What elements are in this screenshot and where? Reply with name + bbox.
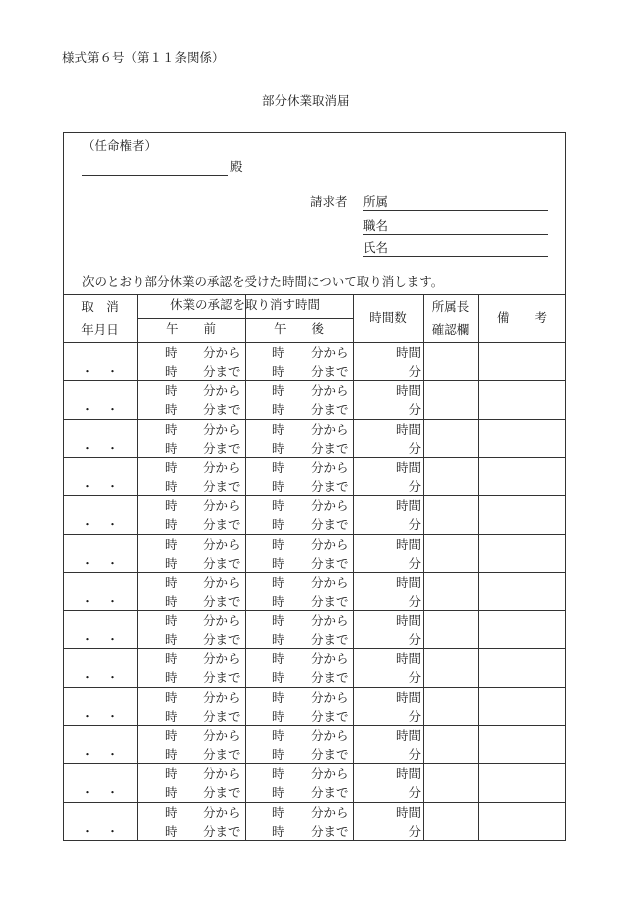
- row-am-hour-to: 時: [165, 440, 178, 456]
- row-pm-from: 分から: [311, 689, 349, 705]
- row-pm-to: 分まで: [311, 478, 349, 494]
- row-pm-hour-from: 時: [272, 613, 285, 629]
- row-minutes-unit: 分: [408, 747, 421, 762]
- row-am-from: 分から: [203, 804, 241, 820]
- row-hours-unit: 時間: [395, 345, 421, 360]
- row-pm-hour-from: 時: [272, 651, 285, 667]
- row-am-hour-to: 時: [165, 517, 178, 533]
- row-pm-from: 分から: [311, 766, 349, 782]
- requester-field-underline: [363, 256, 548, 257]
- row-pm-to: 分まで: [311, 402, 349, 418]
- row-pm-hour-to: 時: [272, 785, 285, 801]
- row-pm-to: 分まで: [311, 747, 349, 762]
- addressee-field[interactable]: [82, 175, 228, 176]
- row-pm-to: 分まで: [311, 708, 349, 724]
- row-pm-hour-to: 時: [272, 517, 285, 533]
- row-am-hour-to: 時: [165, 632, 178, 648]
- row-pm-hour-to: 時: [272, 555, 285, 571]
- header-approval-2: 確認欄: [431, 322, 470, 337]
- row-date: ・ ・: [81, 478, 119, 494]
- row-pm-hour-to: 時: [272, 747, 285, 762]
- requester-field-underline: [363, 234, 548, 235]
- row-minutes-unit: 分: [408, 593, 421, 609]
- row-pm-hour-to: 時: [272, 364, 285, 379]
- row-pm-hour-to: 時: [272, 440, 285, 456]
- row-am-to: 分まで: [203, 478, 241, 494]
- row-pm-hour-from: 時: [272, 498, 285, 514]
- row-rule: [63, 534, 566, 535]
- row-rule: [63, 419, 566, 420]
- column-rule: [245, 294, 246, 840]
- statement-text: 次のとおり部分休業の承認を受けた時間について取り消します。: [82, 274, 444, 289]
- row-hours-unit: 時間: [395, 728, 421, 743]
- row-pm-to: 分まで: [311, 440, 349, 456]
- row-am-hour-to: 時: [165, 747, 178, 762]
- row-minutes-unit: 分: [408, 823, 421, 839]
- row-am-from: 分から: [203, 383, 241, 399]
- row-pm-hour-from: 時: [272, 689, 285, 705]
- row-rule: [63, 495, 566, 496]
- row-am-from: 分から: [203, 574, 241, 590]
- row-minutes-unit: 分: [408, 517, 421, 533]
- row-pm-hour-from: 時: [272, 383, 285, 399]
- row-am-from: 分から: [203, 498, 241, 514]
- row-pm-hour-from: 時: [272, 459, 285, 475]
- row-am-to: 分まで: [203, 517, 241, 533]
- row-pm-hour-to: 時: [272, 478, 285, 494]
- row-rule: [63, 802, 566, 803]
- honorific-label: 殿: [230, 159, 243, 174]
- row-pm-to: 分まで: [311, 364, 349, 379]
- appointer-label: （任命権者）: [82, 138, 158, 153]
- row-minutes-unit: 分: [408, 364, 421, 379]
- row-rule: [63, 725, 566, 726]
- row-am-hour-from: 時: [165, 766, 178, 782]
- row-minutes-unit: 分: [408, 402, 421, 418]
- column-rule: [137, 294, 138, 840]
- row-date: ・ ・: [81, 440, 119, 456]
- row-am-from: 分から: [203, 766, 241, 782]
- form-number: 様式第６号（第１１条関係）: [62, 50, 225, 65]
- row-date: ・ ・: [81, 785, 119, 801]
- header-hours: 時間数: [369, 310, 407, 325]
- row-date: ・ ・: [81, 823, 119, 839]
- row-date: ・ ・: [81, 708, 119, 724]
- row-pm-to: 分まで: [311, 593, 349, 609]
- header-approval-1: 所属長: [431, 299, 470, 314]
- row-am-hour-from: 時: [165, 421, 178, 437]
- row-am-from: 分から: [203, 613, 241, 629]
- row-pm-to: 分まで: [311, 823, 349, 839]
- row-pm-hour-to: 時: [272, 670, 285, 686]
- row-rule: [63, 648, 566, 649]
- row-am-from: 分から: [203, 459, 241, 475]
- row-am-hour-from: 時: [165, 536, 178, 552]
- row-am-to: 分まで: [203, 402, 241, 418]
- row-am-to: 分まで: [203, 555, 241, 571]
- table-top-rule: [63, 294, 566, 295]
- row-am-to: 分まで: [203, 364, 241, 379]
- row-pm-from: 分から: [311, 421, 349, 437]
- row-rule: [63, 840, 566, 841]
- row-hours-unit: 時間: [395, 498, 421, 514]
- row-am-hour-from: 時: [165, 651, 178, 667]
- row-am-to: 分まで: [203, 593, 241, 609]
- row-pm-hour-to: 時: [272, 402, 285, 418]
- row-minutes-unit: 分: [408, 478, 421, 494]
- row-pm-from: 分から: [311, 613, 349, 629]
- requester-field-underline: [363, 210, 548, 211]
- row-am-hour-to: 時: [165, 402, 178, 418]
- row-minutes-unit: 分: [408, 785, 421, 801]
- row-pm-hour-from: 時: [272, 804, 285, 820]
- row-am-hour-from: 時: [165, 574, 178, 590]
- row-am-hour-from: 時: [165, 459, 178, 475]
- header-am: 午 前: [165, 321, 216, 336]
- header-cancel: 取 消: [81, 299, 119, 314]
- row-pm-from: 分から: [311, 536, 349, 552]
- row-am-hour-to: 時: [165, 593, 178, 609]
- row-minutes-unit: 分: [408, 440, 421, 456]
- row-am-to: 分まで: [203, 708, 241, 724]
- row-rule: [63, 457, 566, 458]
- row-date: ・ ・: [81, 364, 119, 379]
- row-pm-from: 分から: [311, 383, 349, 399]
- row-pm-to: 分まで: [311, 632, 349, 648]
- row-minutes-unit: 分: [408, 555, 421, 571]
- row-am-to: 分まで: [203, 823, 241, 839]
- row-am-hour-from: 時: [165, 613, 178, 629]
- row-am-from: 分から: [203, 536, 241, 552]
- row-rule: [63, 763, 566, 764]
- form-title: 部分休業取消届: [262, 93, 350, 108]
- row-pm-hour-from: 時: [272, 345, 285, 360]
- requester-field-label: 所属: [363, 194, 389, 209]
- row-minutes-unit: 分: [408, 708, 421, 724]
- row-am-hour-from: 時: [165, 728, 178, 743]
- row-rule: [63, 687, 566, 688]
- row-date: ・ ・: [81, 747, 119, 762]
- row-hours-unit: 時間: [395, 613, 421, 629]
- row-rule: [63, 380, 566, 381]
- row-am-from: 分から: [203, 421, 241, 437]
- header-date: 年月日: [81, 322, 119, 337]
- row-am-hour-from: 時: [165, 345, 178, 360]
- requester-field-label: 職名: [363, 218, 389, 233]
- row-am-hour-from: 時: [165, 689, 178, 705]
- row-am-from: 分から: [203, 689, 241, 705]
- row-am-to: 分まで: [203, 440, 241, 456]
- row-am-hour-to: 時: [165, 478, 178, 494]
- row-rule: [63, 342, 566, 343]
- row-pm-to: 分まで: [311, 785, 349, 801]
- row-date: ・ ・: [81, 593, 119, 609]
- row-am-hour-from: 時: [165, 804, 178, 820]
- column-rule: [478, 294, 479, 840]
- row-hours-unit: 時間: [395, 383, 421, 399]
- row-pm-from: 分から: [311, 574, 349, 590]
- row-minutes-unit: 分: [408, 670, 421, 686]
- row-am-hour-to: 時: [165, 364, 178, 379]
- row-minutes-unit: 分: [408, 632, 421, 648]
- row-am-from: 分から: [203, 728, 241, 743]
- row-am-to: 分まで: [203, 632, 241, 648]
- header-cancel-time: 休業の承認を取り消す時間: [169, 297, 320, 312]
- header-pm: 午 後: [273, 321, 324, 336]
- row-hours-unit: 時間: [395, 421, 421, 437]
- row-pm-from: 分から: [311, 498, 349, 514]
- row-hours-unit: 時間: [395, 804, 421, 820]
- row-rule: [63, 572, 566, 573]
- row-am-hour-from: 時: [165, 383, 178, 399]
- row-pm-to: 分まで: [311, 555, 349, 571]
- row-date: ・ ・: [81, 402, 119, 418]
- row-pm-from: 分から: [311, 651, 349, 667]
- row-date: ・ ・: [81, 555, 119, 571]
- row-pm-hour-to: 時: [272, 632, 285, 648]
- row-pm-from: 分から: [311, 728, 349, 743]
- row-date: ・ ・: [81, 632, 119, 648]
- row-am-from: 分から: [203, 345, 241, 360]
- row-pm-hour-to: 時: [272, 708, 285, 724]
- row-pm-hour-from: 時: [272, 728, 285, 743]
- row-hours-unit: 時間: [395, 459, 421, 475]
- column-rule: [423, 294, 424, 840]
- row-am-hour-to: 時: [165, 555, 178, 571]
- row-pm-from: 分から: [311, 345, 349, 360]
- row-pm-hour-to: 時: [272, 593, 285, 609]
- row-pm-hour-from: 時: [272, 574, 285, 590]
- row-hours-unit: 時間: [395, 766, 421, 782]
- row-pm-from: 分から: [311, 804, 349, 820]
- row-date: ・ ・: [81, 670, 119, 686]
- row-hours-unit: 時間: [395, 689, 421, 705]
- row-am-hour-to: 時: [165, 785, 178, 801]
- row-am-hour-from: 時: [165, 498, 178, 514]
- requester-field-label: 氏名: [363, 240, 389, 255]
- row-pm-hour-from: 時: [272, 421, 285, 437]
- requester-label: 請求者: [310, 194, 348, 209]
- row-hours-unit: 時間: [395, 574, 421, 590]
- row-date: ・ ・: [81, 517, 119, 533]
- row-am-hour-to: 時: [165, 670, 178, 686]
- row-pm-from: 分から: [311, 459, 349, 475]
- row-pm-to: 分まで: [311, 517, 349, 533]
- header-remarks: 備 考: [496, 310, 547, 325]
- row-am-from: 分から: [203, 651, 241, 667]
- row-hours-unit: 時間: [395, 651, 421, 667]
- row-pm-hour-from: 時: [272, 536, 285, 552]
- row-pm-to: 分まで: [311, 670, 349, 686]
- row-am-hour-to: 時: [165, 708, 178, 724]
- row-am-to: 分まで: [203, 785, 241, 801]
- row-pm-hour-to: 時: [272, 823, 285, 839]
- row-am-to: 分まで: [203, 670, 241, 686]
- row-am-to: 分まで: [203, 747, 241, 762]
- row-pm-hour-from: 時: [272, 766, 285, 782]
- row-am-hour-to: 時: [165, 823, 178, 839]
- row-hours-unit: 時間: [395, 536, 421, 552]
- row-rule: [63, 610, 566, 611]
